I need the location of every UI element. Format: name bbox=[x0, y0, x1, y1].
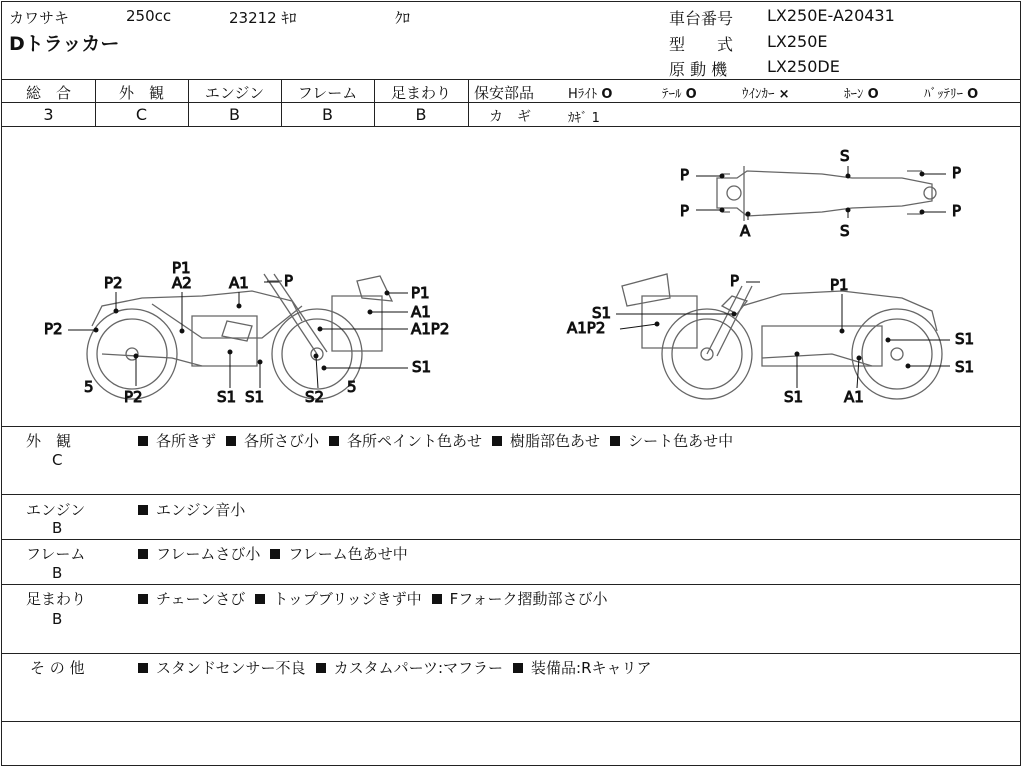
right-label-s1-left: S1 bbox=[592, 304, 612, 322]
safety-horn: ﾎｰﾝ O bbox=[844, 87, 879, 102]
grade-total-value: 3 bbox=[43, 105, 54, 124]
left-label-p2-bottom: P2 bbox=[124, 388, 143, 406]
section-suspension-label: 足まわり bbox=[26, 590, 87, 608]
safety-label: 保安部品 bbox=[474, 84, 535, 102]
section-frame-notes: フレームさび小 フレーム色あせ中 bbox=[138, 543, 418, 564]
right-side-bike bbox=[622, 274, 942, 399]
left-label-s2: S2 bbox=[305, 388, 325, 406]
left-label-s1b: S1 bbox=[245, 388, 265, 406]
right-label-s1-bottom: S1 bbox=[784, 388, 804, 406]
grade-frame-value: B bbox=[322, 105, 333, 124]
type-value: LX250E bbox=[767, 32, 828, 51]
section-engine-label: エンジン bbox=[26, 501, 86, 519]
section-suspension-notes: チェーンさび トップブリッジきず中 Fフォーク摺動部さび小 bbox=[138, 588, 618, 609]
grade-exterior-value: C bbox=[135, 105, 148, 124]
right-label-a1p2: A1P2 bbox=[567, 319, 606, 337]
section-frame-grade: B bbox=[52, 564, 63, 582]
mileage: 23212 ｷﾛ bbox=[229, 9, 297, 27]
right-label-p: P bbox=[730, 272, 740, 290]
section-exterior-label: 外 観 bbox=[26, 432, 72, 450]
left-label-a1p2: A1P2 bbox=[411, 320, 450, 338]
safety-winker: ｳｲﾝｶｰ × bbox=[742, 87, 790, 102]
left-label-p1: P1 bbox=[172, 259, 191, 277]
right-label-s1-right1: S1 bbox=[955, 330, 975, 348]
frame-no: LX250E-A20431 bbox=[767, 6, 895, 25]
section-exterior-grade: C bbox=[52, 451, 63, 469]
left-label-5b: 5 bbox=[347, 378, 357, 396]
key-value: ｶｷﾞ 1 bbox=[568, 111, 600, 126]
type-label: 型 式 bbox=[669, 35, 734, 54]
top-label-a: A bbox=[740, 222, 751, 240]
grade-total-label: 総 合 bbox=[25, 84, 71, 102]
top-label-p3: P bbox=[952, 164, 962, 182]
safety-battery: ﾊﾞｯﾃﾘｰ O bbox=[924, 87, 979, 102]
engine-value: LX250DE bbox=[767, 57, 840, 76]
left-label-a1-right: A1 bbox=[411, 303, 431, 321]
section-engine-notes: エンジン音小 bbox=[138, 499, 255, 520]
left-label-a2: A2 bbox=[172, 274, 192, 292]
top-label-s2: S bbox=[840, 222, 850, 240]
section-other-label: そ の 他 bbox=[30, 659, 85, 677]
top-label-p1: P bbox=[680, 166, 690, 184]
damage-diagram bbox=[2, 126, 1020, 426]
left-label-p1-right: P1 bbox=[411, 284, 430, 302]
model-name: Dトラッカー bbox=[9, 33, 120, 55]
section-frame-label: フレーム bbox=[26, 545, 86, 563]
left-label-p2-top: P2 bbox=[104, 274, 123, 292]
section-exterior-notes: 各所きず 各所さび小 各所ペイント色あせ 樹脂部色あせ シート色あせ中 bbox=[138, 430, 743, 451]
frame-no-label: 車台番号 bbox=[669, 9, 734, 28]
left-label-5a: 5 bbox=[84, 378, 94, 396]
grade-suspension-value: B bbox=[415, 105, 427, 124]
grade-exterior-label: 外 観 bbox=[118, 84, 164, 102]
section-suspension-grade: B bbox=[52, 610, 63, 628]
top-label-s1: S bbox=[840, 147, 850, 165]
grade-frame-label: フレーム bbox=[297, 84, 358, 102]
maker: カワサキ bbox=[9, 9, 70, 27]
safety-headlight: Hﾗｲﾄ O bbox=[568, 87, 613, 102]
left-label-a1: A1 bbox=[229, 274, 249, 292]
engine-label: 原 動 機 bbox=[669, 60, 728, 79]
section-other-notes: スタンドセンサー不良 カスタムパーツ:マフラー 装備品:Rキャリア bbox=[138, 657, 662, 678]
top-label-p2: P bbox=[680, 202, 690, 220]
color: ｸﾛ bbox=[395, 9, 411, 27]
left-label-p2-left: P2 bbox=[44, 320, 63, 338]
grade-suspension-label: 足まわり bbox=[390, 84, 451, 102]
section-engine-grade: B bbox=[52, 519, 63, 537]
right-label-s1-right2: S1 bbox=[955, 358, 975, 376]
key-label: カ ギ bbox=[489, 109, 531, 125]
top-label-p4: P bbox=[952, 202, 962, 220]
left-label-s1-right: S1 bbox=[412, 358, 432, 376]
grade-engine-value: B bbox=[229, 105, 240, 124]
right-label-a1-bottom: A1 bbox=[844, 388, 864, 406]
damage-dots bbox=[94, 172, 924, 370]
left-label-p: P bbox=[284, 272, 294, 290]
inspection-sheet bbox=[1, 1, 1021, 766]
displacement: 250cc bbox=[126, 7, 172, 25]
left-label-s1a: S1 bbox=[217, 388, 237, 406]
right-label-p1: P1 bbox=[830, 276, 849, 294]
safety-taillight: ﾃｰﾙ O bbox=[662, 87, 697, 102]
grade-engine-label: エンジン bbox=[204, 84, 265, 102]
